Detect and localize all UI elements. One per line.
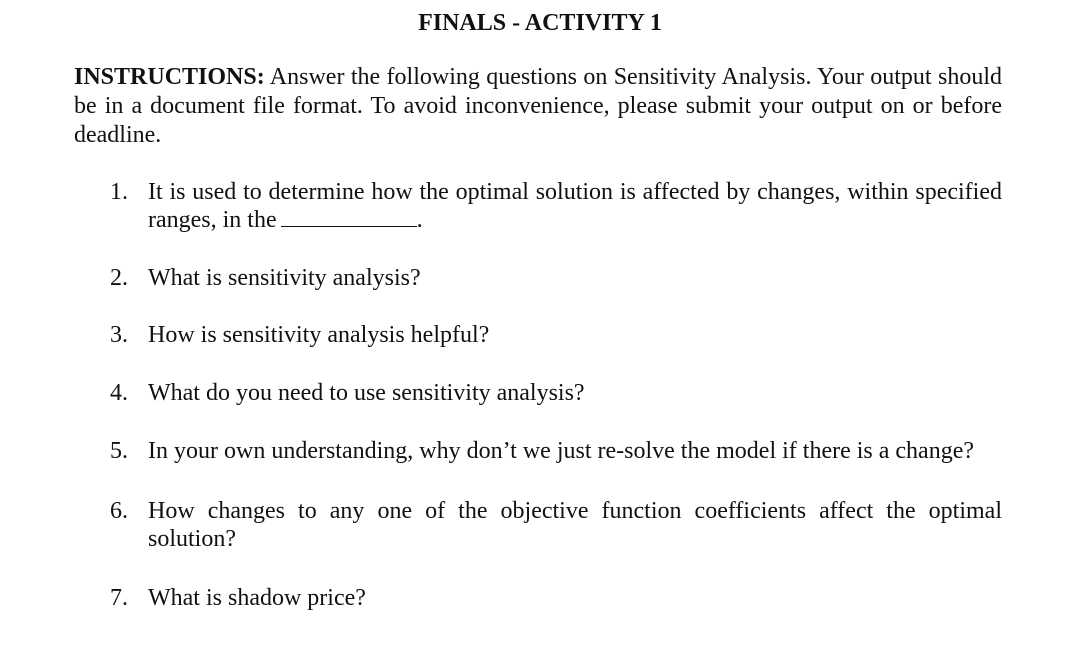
- question-number: 1.: [110, 179, 128, 205]
- question-text: In your own understanding, why don’t we just re-solve the model if there is a change?: [148, 438, 975, 464]
- question-text: What is shadow price?: [148, 585, 366, 611]
- question-text: What is sensitivity analysis?: [148, 265, 421, 291]
- instructions-label: INSTRUCTIONS:: [74, 64, 265, 90]
- question-item: [110, 379, 1002, 407]
- question-number: 4.: [110, 380, 128, 406]
- question-text: [148, 178, 1002, 234]
- answer-blank: [281, 206, 417, 227]
- question-suffix: .: [416, 207, 423, 233]
- question-number: 2.: [110, 265, 128, 291]
- question-item: [110, 321, 1002, 349]
- question-item: [110, 437, 1002, 465]
- question-text-body: It is used to determine how the optimal solution is affected by changes, within specified ranges, in the: [148, 179, 1002, 233]
- instructions-text: Answer the following questions on Sensitivity Analysis. Your output should be in a document file format. To avoid inconvenience, please submit your output on or before deadline.: [74, 64, 1002, 148]
- question-item: [110, 178, 1002, 234]
- question-text: How changes to any one of the objective function coefficients affect the optimal solution?: [148, 498, 1002, 552]
- question-item: [110, 497, 1002, 553]
- question-number: 7.: [110, 585, 128, 611]
- question-item: [110, 584, 1002, 612]
- question-number: 5.: [110, 438, 128, 464]
- question-text: What do you need to use sensitivity analysis?: [148, 380, 585, 406]
- question-number: 6.: [110, 498, 128, 524]
- question-number: 3.: [110, 322, 128, 348]
- document-title: FINALS - ACTIVITY 1: [418, 10, 662, 36]
- question-text: How is sensitivity analysis helpful?: [148, 322, 490, 348]
- question-item: [110, 264, 1002, 292]
